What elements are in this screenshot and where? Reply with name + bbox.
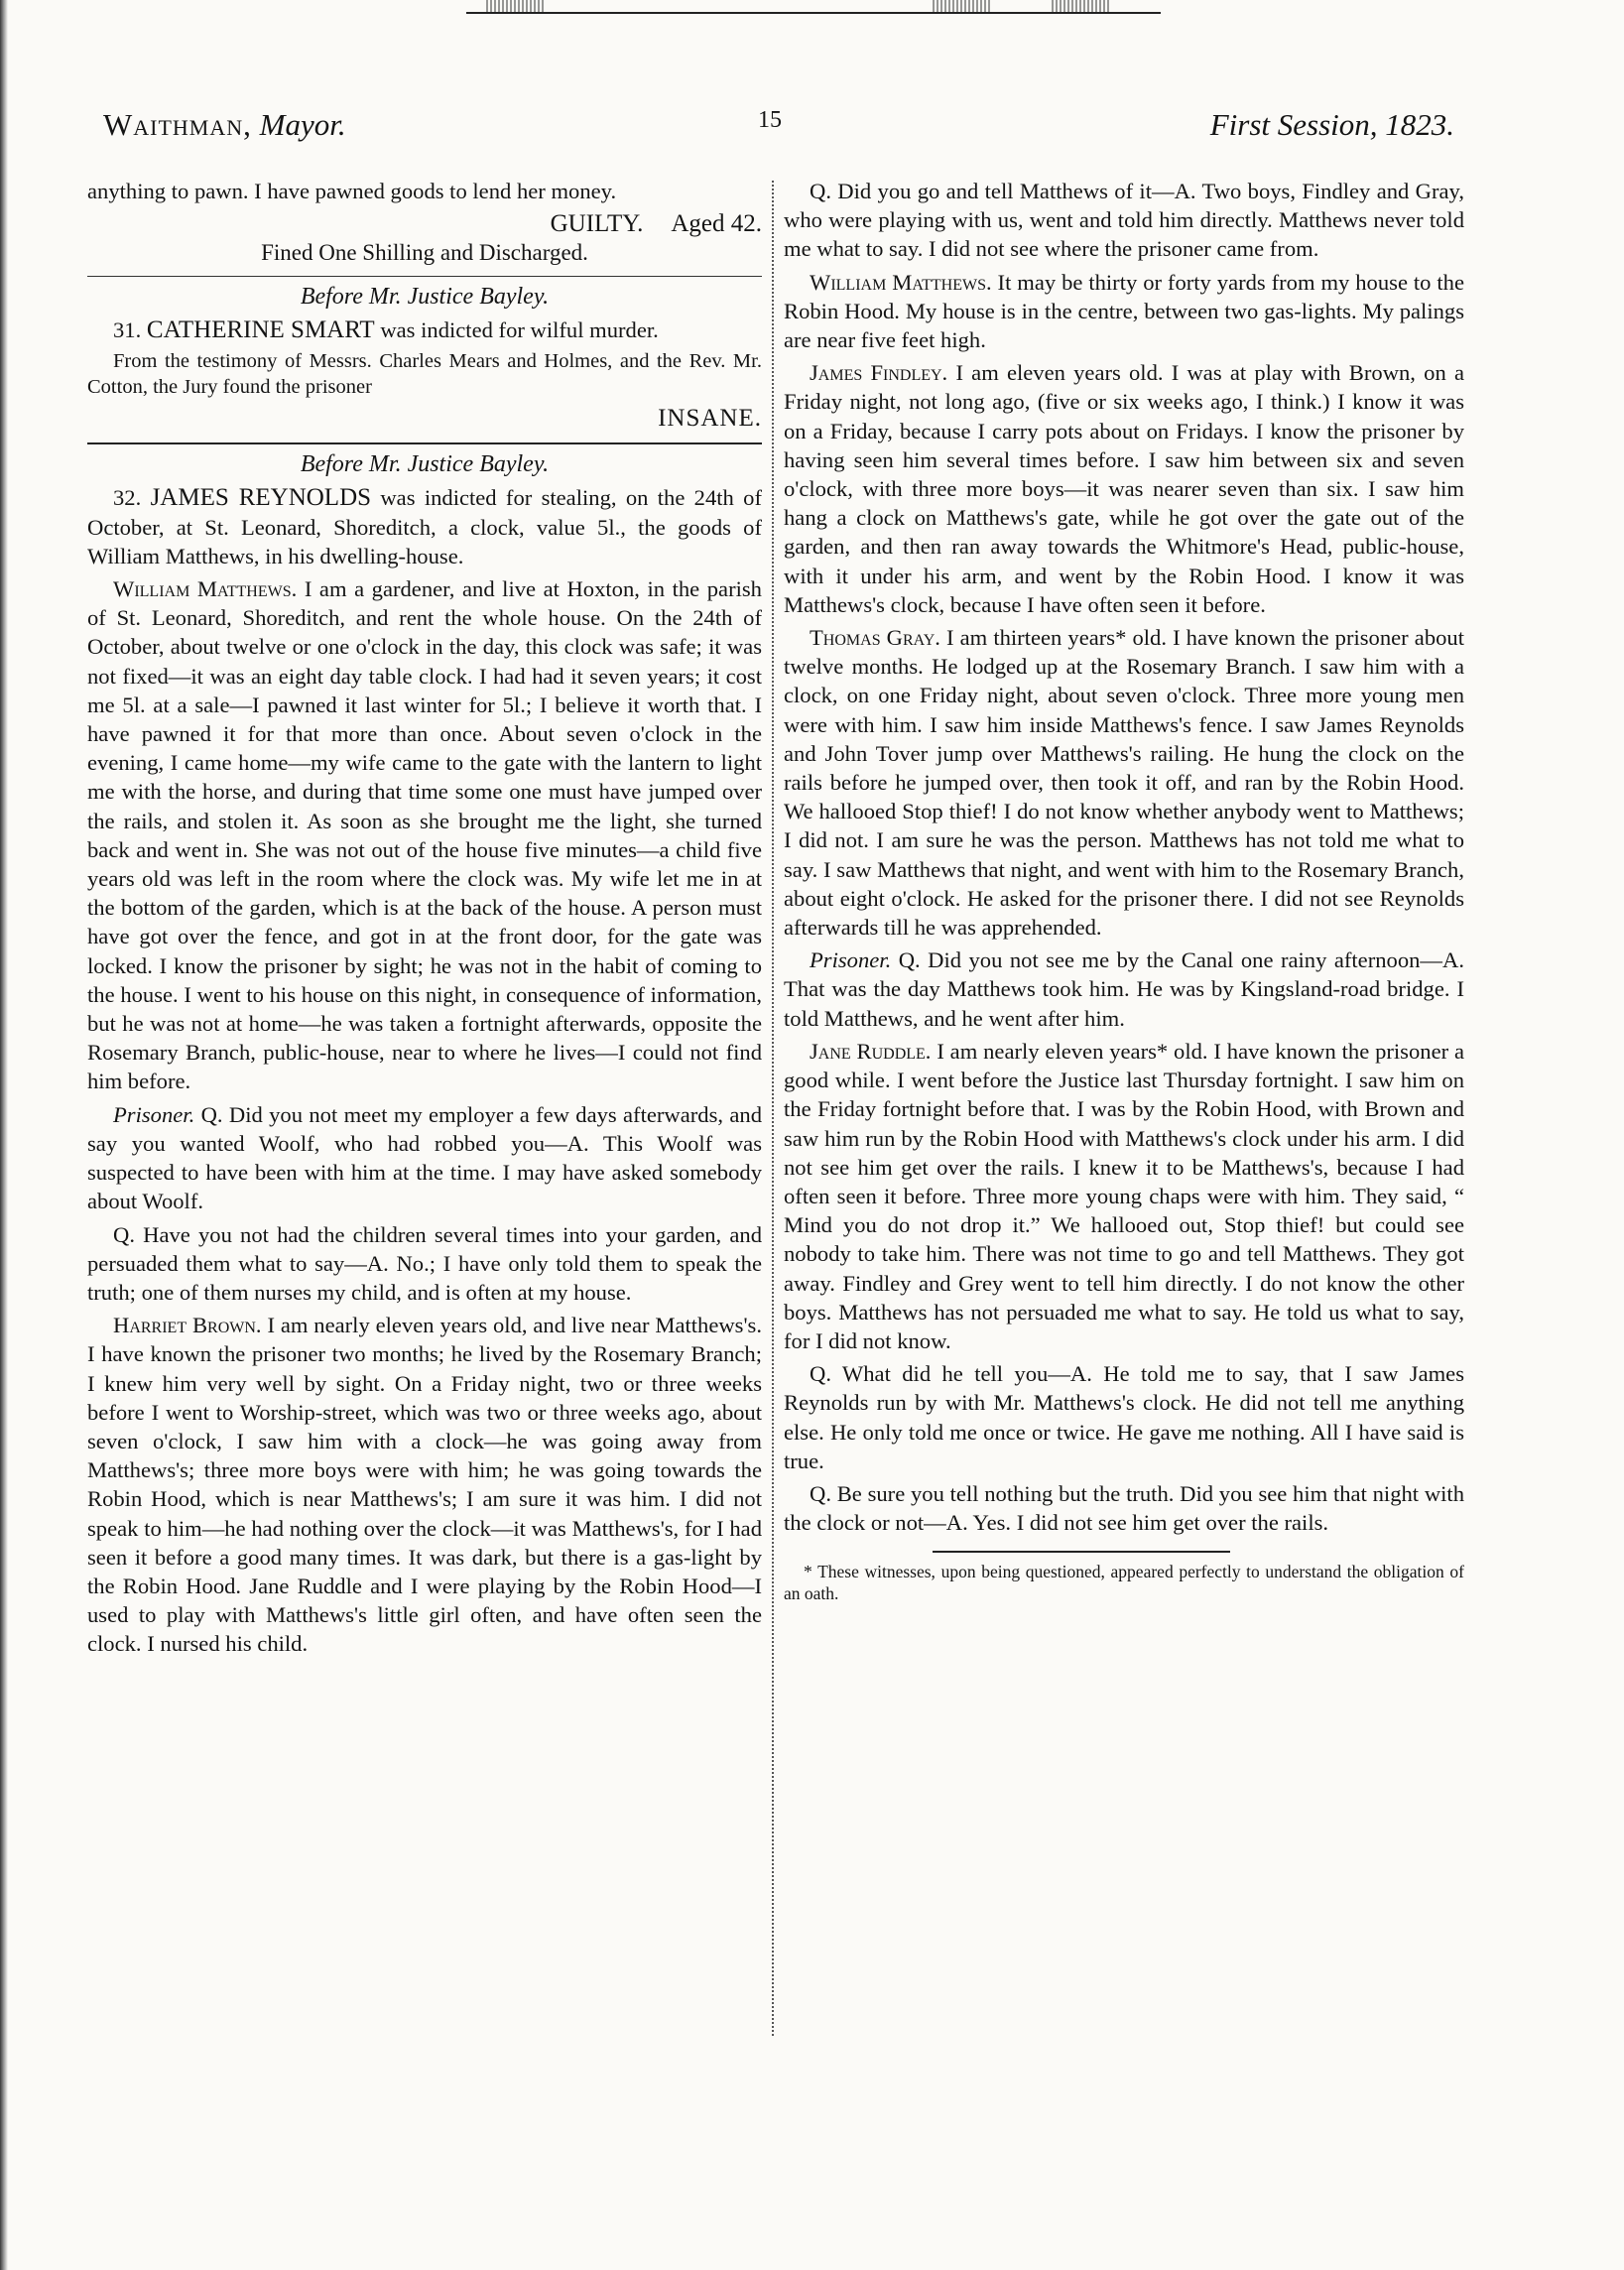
case-31-charge: was indicted for wilful murder. [380,316,659,342]
testimony-text: I am nearly eleven years* old. I have known the prisoner a good while. I went before the Justice last Thursday fortnight. I saw him on the Friday fortnight before that. I was by the Robin Hood, with Brown and saw him run by the Robin Hood with Matthews's clock under his arm. I did not see him get over the rails. I knew it to be Matthews's, because I had often seen it before. Three more young chaps were with him. They said, “ Mind you do not drop it.” We hallooed out, Stop thief! but could see nobody to take him. There was not time to go and tell Matthews. They got away. Findley and Grey went to tell him directly. I do not know the other boys. Matthews has not persuaded me what to say. He told us what to say, for I did not know. [784,1038,1464,1353]
case-31-defendant: CATHERINE SMART [146,315,375,343]
case-31-heading [87,315,762,344]
section-rule [87,442,762,444]
scan-edge [0,0,8,2270]
testimony-paragraph: Q. Have you not had the children several times into your garden, and persuaded them what to say—A. No.; I have only told them to speak the truth; one of them nurses my child, and is often at my house. [87,1221,762,1305]
mayor-title: Mayor. [259,107,346,142]
left-column [87,177,762,1663]
testimony-text: Q. Did you not meet my employer a few days afterwards, and say you wanted Woolf, who had robbed you—A. This Woolf was suspected to have been with him at the time. I may have asked somebody about Woolf. [87,1101,762,1214]
judge-heading-32: Before Mr. Justice Bayley. [300,451,550,478]
speaker-name: William Matthews. [810,269,992,295]
sentence: Fined One Shilling and Discharged. [261,240,588,266]
judge-heading-31: Before Mr. Justice Bayley. [300,283,550,310]
testimony-paragraph [87,574,762,1096]
speaker-name: James Findley. [810,360,948,386]
case-31-number: 31. [113,316,142,342]
testimony-paragraph: Q. Did you go and tell Matthews of it—A. Two boys, Findley and Gray, who were playing with us, went and told him directly. Matthews never told me what to say. I did not see where the prisoner came from. [784,179,1464,262]
section-rule [87,276,762,277]
verdict: GUILTY. [550,210,644,238]
age: Aged 42. [671,210,762,238]
speaker-name: Prisoner. [113,1101,195,1127]
testimony-text: I am a gardener, and live at Hoxton, in the parish of St. Leonard, Shoreditch, and rent the whole house. On the 24th of October, about twelve or one o'clock in the day, this clock was safe; it was not fixed—it was an eight day table clock. I had had it seven years; it cost me 5l. at a sale—I pawned it last winter for 5l.; I believe it worth that. I have pawned it for that more than once. About seven o'clock in the evening, I came home—my wife came to the gate with the lantern to light me with the horse, and during that time some one must have jumped over the rails, and stolen it. As soon as she brought me the light, she turned back and went in. She was not out of the house five minutes—a child five years old was left in the room where the clock was. My wife let me in at the bottom of the garden, which is at the back of the house. A person must have got over the fence, and got in at the front door, for the gate was locked. I know the prisoner by sight; he was not in the habit of coming to the house. I went to his house on this night, in consequence of information, but he was not at home—he was taken a fortnight afterwards, opposite the Rosemary Branch, public-house, near to where he lives—I could not find him before. [87,576,762,1094]
testimony-text: Q. Did you not see me by the Canal one rainy afternoon—A. That was the day Matthews took him. He was by Kingsland-road bridge. I told Matthews, and he went after him. [784,947,1464,1031]
testimony-text: I am nearly eleven years old, and live near Matthews's. I have known the prisoner two months; he lived by the Rosemary Branch; I knew him very well by sight. On a Friday night, two or three weeks before I went to Worship-street, which was two or three weeks ago, about seven o'clock, I saw him with a clock—he was going away from Matthews's; three more boys were with him; he was going towards the Robin Hood, which is near Matthews's; I am sure it was him. I did not speak to him—he had nothing over the clock—it was Matthews's, for I had seen it before a good many times. It was dark, but there is a gas-light by the Robin Hood. Jane Ruddle and I were playing by the Robin Hood—I used to play with Matthews's little girl often, and have often seen the clock. I nursed his child. [87,1313,762,1657]
testimony-paragraph: Q. Be sure you tell nothing but the truth. Did you see him that night with the clock or not—A. Yes. I did not see him get over the rails. [784,1480,1464,1536]
case-32-heading [87,483,762,570]
top-rule [466,12,1161,14]
testimony-paragraph [87,1311,762,1658]
page-number: 15 [758,107,782,133]
column-divider [772,181,774,2036]
right-column [784,177,1464,1608]
testimony-text: I am eleven years old. I was at play with Brown, on a Friday night, not long ago, (five or six weeks ago, I think.) I know it was on a Friday, because I carry pots about on Fridays. I know the prisoner by having seen him several times before. I saw him between six and seven o'clock, with three more boys—it was nearer seven than six. I saw him hang a clock on Matthews's gate, while he got over the gate out of the garden, and then ran away towards the Whitmore's Head, public-house, with it under his arm, and went by the Robin Hood. I know it was Matthews's clock, because I have often seen it before. [784,360,1464,617]
speaker-name: William Matthews. [113,576,298,602]
testimony-paragraph: Q. What did he tell you—A. He told me to say, that I saw James Reynolds run by with Mr. Matthews's clock. He did not tell me anything else. He only told me once or twice. He gave me nothing. All I have said is true. [784,1361,1464,1473]
case-31-finding: INSANE. [658,405,762,433]
case-32-defendant: JAMES REYNOLDS [150,484,372,512]
speaker-name: Jane Ruddle. [810,1038,932,1064]
running-header [103,107,1454,147]
case-32-charge: was indicted for stealing, on the 24th of October, at St. Leonard, Shoreditch, a clock, value 5l., the goods of William Matthews, in his dwelling-house. [87,485,762,568]
continuation-text: anything to pawn. I have pawned goods to lend her money. [87,179,617,203]
case-32-number: 32. [113,485,142,511]
speaker-name: Thomas Gray. [810,625,940,651]
speaker-name: Harriet Brown. [113,1313,262,1338]
mayor-name: Waithman, [103,107,252,142]
testimony-paragraph [784,358,1464,619]
testimony-text: I am thirteen years* old. I have known the prisoner about twelve months. He lodged up at the Rosemary Branch. I saw him with a clock, on one Friday night, about seven o'clock. Three more young men were with him. I saw him inside Matthews's fence. I saw James Reynolds and John Tover jump over Matthews's railing. He hung the clock on the rails before he jumped over, then took it off, and ran by the Robin Hood. We hallooed Stop thief! I do not know whether anybody went to Matthews; I did not. I am sure he was the person. Matthews has not told me what to say. I saw Matthews that night, and went with him to the Rosemary Branch, about eight o'clock. He asked for the prisoner there. I did not see Reynolds afterwards till he was apprehended. [784,625,1464,941]
session-label: First Session, 1823. [1209,107,1454,142]
testimony-paragraph [87,1100,762,1216]
header-left [103,107,346,143]
testimony-paragraph [784,268,1464,355]
testimony-text: It may be thirty or forty yards from my house to the Robin Hood. My house is in the centre, between two gas-lights. My palings are near five feet high. [784,269,1464,353]
speaker-name: Prisoner. [810,947,892,973]
testimony-paragraph [784,623,1464,942]
footnote: * These witnesses, upon being questioned, appeared perfectly to understand the obligation of an oath. [784,1562,1464,1604]
testimony-paragraph [784,946,1464,1033]
testimony-paragraph [784,1037,1464,1355]
verdict-line [87,209,762,238]
footnote-rule [933,1551,1230,1553]
case-31-testimony: From the testimony of Messrs. Charles Mears and Holmes, and the Rev. Mr. Cotton, the Jury found the prisoner [87,350,762,399]
